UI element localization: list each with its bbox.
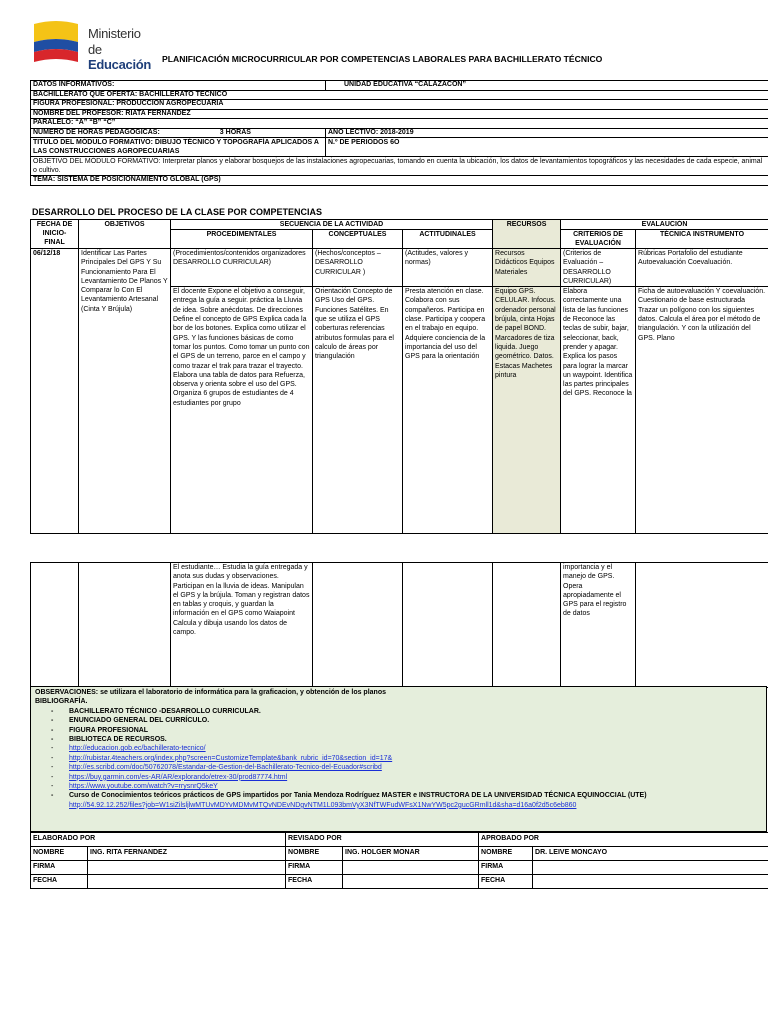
aprobado-por: APROBADO POR [479, 833, 768, 847]
unidad-educativa: UNIDAD EDUCATIVA “CALAZACON” [326, 81, 768, 91]
cont-recursos [493, 563, 561, 688]
planning-table [30, 219, 768, 534]
firma-aprobado [533, 861, 768, 875]
periodos-cell: N.º DE PERIODOS 6O [326, 138, 768, 157]
bib-link-item: - http://es.scribd.com/doc/50762078/Estandar-de-Gestion-del-Bachillerato-Tecnico-del-Ecuador#scribd [51, 764, 382, 772]
profesor-row: NOMBRE DEL PROFESOR: RIATA FERNANDEZ [31, 109, 768, 119]
recursos-body: Equipo GPS. CELULAR. Infocus. ordenador personal brújula, cinta Hojas de papel BOND. Marcadores de tiza liquida. Juego geométrico. Datos. Estacas Machetes pintura [493, 287, 561, 534]
header-conceptuales: CONCEPTUALES [313, 230, 403, 249]
horas-cell: NUMERO DE HORAS PEDAGÓGICAS: 3 HORAS [31, 128, 326, 138]
recursos-sub: Recursos Didácticos Equipos Materiales [493, 249, 561, 287]
bib-link-rubistar[interactable]: http://rubistar.4teachers.org/index.php?screen=CustomizeTemplate&bank_rubric_id=70&section_id=17& [69, 754, 393, 762]
modulo-title: TITULO DEL MÓDULO FORMATIVO: DIBUJO TÉCNICO Y TOPOGRAFÍA APLICADOS A LAS CONSTRUCCIONES AGROPECUARIAS [31, 138, 326, 157]
fecha-label: FECHA [479, 875, 533, 889]
logo-text-line2: de Educación [88, 42, 152, 72]
bib-item: - ENUNCIADO GENERAL DEL CURRÍCULO. [51, 717, 210, 725]
nombre-label: NOMBRE [31, 847, 88, 861]
fecha-aprobado [533, 875, 768, 889]
header-criterios: CRITERIOS DE EVALUACIÓN [561, 230, 636, 249]
fecha-label: FECHA [31, 875, 88, 889]
header-fecha: FECHA DE INICIO-FINAL [31, 220, 79, 249]
proc-sub: (Procedimientos/contenidos organizadores DESARROLLO CURRICULAR) [171, 249, 313, 287]
bib-item: - FIGURA PROFESIONAL [51, 726, 149, 734]
section-title: DESARROLLO DEL PROCESO DE LA CLASE POR COMPETENCIAS [32, 207, 323, 217]
fecha-label: FECHA [286, 875, 343, 889]
ministerio-logo [30, 18, 160, 72]
conc-sub: (Hechos/conceptos – DESARROLLO CURRICULAR ) [313, 249, 403, 287]
signatures-table [30, 832, 768, 889]
bib-item-curso: - Curso de Conocimientos teóricos prácticos de GPS impartidos por Tania Mendoza Rodríguez MASTER e INSTRUCTORA DE LA UNIVERSIDAD TÉCNICA EQUINOCCIAL (UTE) [51, 792, 647, 800]
observaciones-box [30, 686, 767, 832]
bib-link-item: - https://www.youtube.com/watch?v=rrysnrQ5keY [51, 783, 218, 791]
tecnica-body: Ficha de autoevaluación Y coevaluación. Cuestionario de base estructurada Trazar un polígono con los siguientes datos. Calcula el área por el método de triangulación. Y con la utilización del GPS. Plano [636, 287, 768, 534]
paralelo-row: PARALELO: “A” “B” “C” [31, 119, 768, 129]
nombre-revisado: ING. HOLGER MONAR [343, 847, 479, 861]
criterios-body: Elabora correctamente una lista de las funciones de Reconoce las teclas de subir, bajar, seleccionar, back, prender y apagar. Explica los pasos para lograr la marcar un waypoint. Identifica las partes principales del GPS. Reconoce la [561, 287, 636, 534]
bib-link-manual[interactable]: http://54.92.12.252/files?job=W1siZilsljlwMTUvMDYvMDMvMTQvNDEvNDgvNTM1L093bmVyX3NfTWFudWFsX1NwYW5pc2gucGRmll1d&sha=d16a0f2d5c6eb860 [69, 801, 577, 809]
header-objetivos: OBJETIVOS [79, 220, 171, 249]
firma-label: FIRMA [31, 861, 88, 875]
elaborado-por: ELABORADO POR [31, 833, 286, 847]
bib-link-educacion[interactable]: http://educacion.gob.ec/bachillerato-tecnico/ [69, 745, 206, 753]
bib-link-garmin[interactable]: https://buy.garmin.com/es-AR/AR/explorando/etrex-30/prod87774.html [69, 773, 288, 781]
bib-item: - BACHILLERATO TÉCNICO -DESARROLLO CURRICULAR. [51, 707, 261, 715]
cont-criterios: importancia y el manejo de GPS. Opera apropiadamente el GPS para el registro de datos [561, 563, 636, 688]
bib-link-youtube[interactable]: https://www.youtube.com/watch?v=rrysnrQ5keY [69, 783, 218, 791]
firma-revisado [343, 861, 479, 875]
firma-label: FIRMA [286, 861, 343, 875]
document-title: PLANIFICACIÓN MICROCURRICULAR POR COMPETENCIAS LABORALES PARA BACHILLERATO TÉCNICO [162, 54, 603, 64]
act-sub: (Actitudes, valores y normas) [403, 249, 493, 287]
bibliografia-title: BIBLIOGRAFÍA. [35, 698, 88, 706]
objetivos-cell: Identificar Las Partes Principales Del GPS Y Su Funcionamiento Para El Levantamiento De Planos Y Comparar lo Con El Levantamiento Artesanal (Cinta Y Brújula) [79, 249, 171, 534]
nombre-elaborado: ING. RITA FERNANDEZ [88, 847, 286, 861]
cont-proc: El estudiante… Estudia la guía entregada y anota sus dudas y observaciones. Participan en la lluvia de ideas. Manipulan el GPS y la brújula. Toman y registran datos en tablas y croquis, y guardan la información en el GPS como Waiapoint Calcula y dibuja usando los datos de campo. [171, 563, 313, 688]
proc-body: El docente Expone el objetivo a conseguir, entrega la guía a seguir. práctica la Lluvia de idea. Sobre anécdotas. De direcciones Define el concepto de GPS Explica cada la bor de los botones. Explica como utilizar el GPS. Y las funciones básicas de como tomar los puntos. Como tomar un punto con el GPS de un terreno, parce en el campo y como trazar el trak para trazar el trayecto. Elabora una tabla de datos para Refuerza, observa y orienta sobre el uso del GPS. Organiza 6 grupos de estudiantes de 4 estudiantes por grupo [171, 287, 313, 534]
firma-label: FIRMA [479, 861, 533, 875]
bib-link-scribd[interactable]: http://es.scribd.com/doc/50762078/Estandar-de-Gestion-del-Bachillerato-Tecnico-del-Ecuador#scribd [69, 764, 382, 772]
datos-label: DATOS INFORMATIVOS: [31, 81, 326, 91]
nombre-aprobado: DR. LEIVE MONCAYO [533, 847, 768, 861]
nombre-label: NOMBRE [286, 847, 343, 861]
anio-lectivo: AÑO LECTIVO: 2018-2019 [326, 128, 768, 138]
bibliografia-list [35, 707, 762, 810]
fecha-revisado [343, 875, 479, 889]
act-body: Presta atención en clase. Colabora con sus compañeros. Participa en clase. Participa y coopera en el trabajo en equipo. Adquiere conciencia de la importancia del uso del GPS para la orientación [403, 287, 493, 534]
header-recursos: RECURSOS [493, 220, 561, 249]
observaciones-text: OBSERVACIONES: se utilizara el laboratorio de informática para la graficacion, y obtención de los planos [35, 689, 386, 696]
tema-row: TEMA: SISTEMA DE POSICIONAMIENTO GLOBAL (GPS) [31, 176, 768, 186]
header-actitudinales: ACTITUDINALES [403, 230, 493, 249]
nombre-label: NOMBRE [479, 847, 533, 861]
cont-conc [313, 563, 403, 688]
header-evaluacion: EVALAUCIÓN [561, 220, 768, 230]
objetivo-modulo: OBJETIVO DEL MÓDULO FORMATIVO: Interpretar planos y elaborar bosquejos de las instalaciones agropecuarias, tomando en cuenta la ubicación, los datos de levantamientos topográficos y las necesidades de cada especie, animal o cultivo. [31, 157, 768, 176]
criterios-sub: (Criterios de Evaluación – DESARROLLO CURRICULAR) [561, 249, 636, 287]
bib-item: - BIBLIOTECA DE RECURSOS. [51, 736, 167, 744]
cont-fecha [31, 563, 79, 688]
logo-text-line1: Ministerio [88, 26, 141, 41]
cont-tecnica [636, 563, 768, 688]
cont-act [403, 563, 493, 688]
ecuador-flag-logo-icon [30, 18, 82, 66]
cont-objetivos [79, 563, 171, 688]
planning-table-continued [30, 562, 768, 688]
conc-body: Orientación Concepto de GPS Uso del GPS. Funciones Satélites. En que se utiliza el GPS coberturas referencias atributos formulas para el calculo de áreas por triangulación [313, 287, 403, 534]
bib-link-item: - http://rubistar.4teachers.org/index.php?screen=CustomizeTemplate&bank_rubric_id=70&section_id=17& [51, 754, 393, 762]
bib-link-item: - http://educacion.gob.ec/bachillerato-tecnico/ [51, 745, 206, 753]
figura-row: FIGURA PROFESIONAL: PRODUCCION AGROPECUARIA [31, 100, 768, 110]
fecha-elaborado [88, 875, 286, 889]
bachillerato-row: BACHILLERATO QUE OFERTA: BACHILLERATO TECNICO [31, 90, 768, 100]
header-procedimentales: PROCEDIMENTALES [171, 230, 313, 249]
bib-link-item [35, 801, 762, 810]
bib-link-item: - https://buy.garmin.com/es-AR/AR/explorando/etrex-30/prod87774.html [51, 773, 288, 781]
fecha-cell: 06/12/18 [31, 249, 79, 534]
tecnica-sub: Rúbricas Portafolio del estudiante Autoevaluación Coevaluación. [636, 249, 768, 287]
header-secuencia: SECUENCIA DE LA ACTIVIDAD [171, 220, 493, 230]
revisado-por: REVISADO POR [286, 833, 479, 847]
firma-elaborado [88, 861, 286, 875]
info-table [30, 80, 768, 186]
header-tecnica: TÉCNICA INSTRUMENTO [636, 230, 768, 249]
